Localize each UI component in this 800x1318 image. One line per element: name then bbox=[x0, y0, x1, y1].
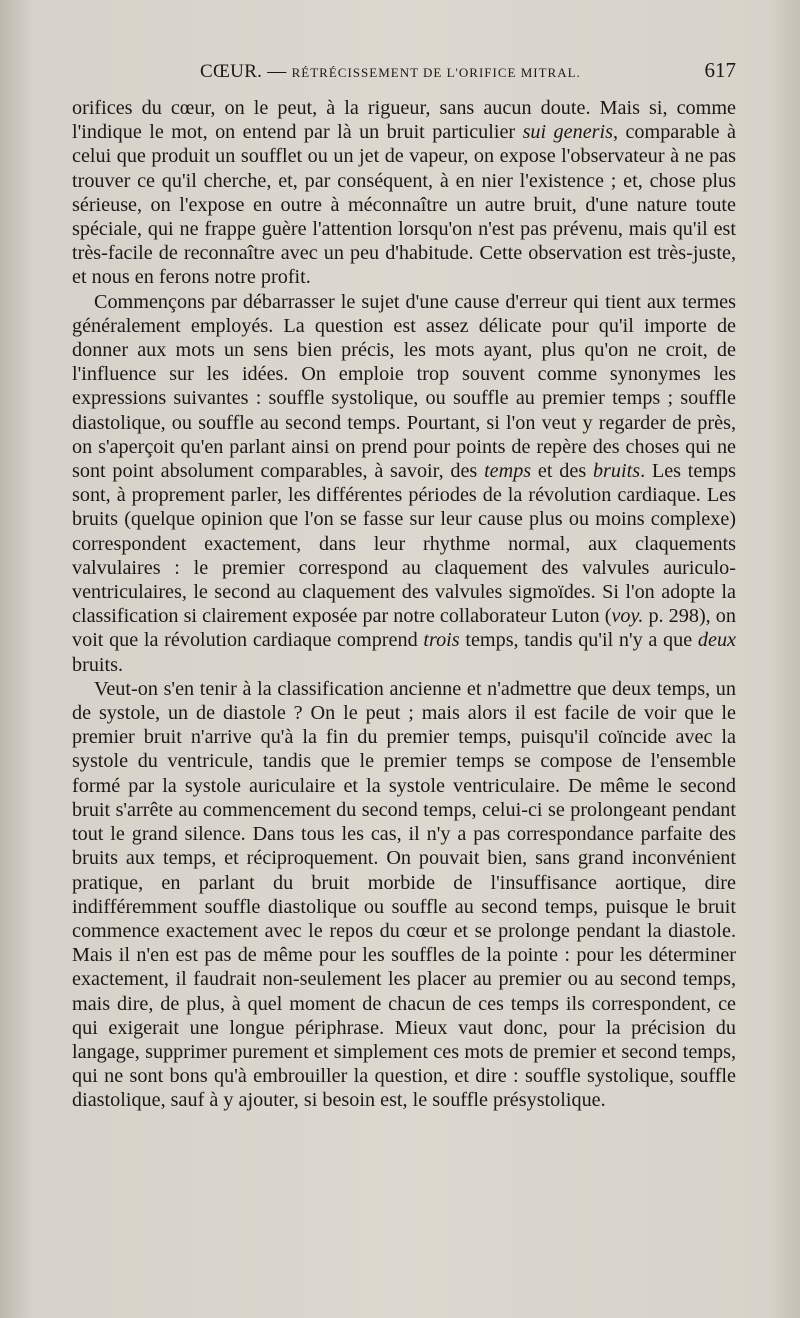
running-header bbox=[200, 58, 736, 88]
paragraph-1 bbox=[72, 96, 736, 290]
p2-text-e: temps, tandis qu'il n'y a que bbox=[459, 629, 698, 652]
title-main: CŒUR. — bbox=[200, 61, 287, 82]
p2-text-c: . Les temps sont, à proprement parler, les différentes périodes de la révolution cardiaque. Les bruits (quelque opinion que l'on se fasse sur leur cause plus ou moins complexe) correspondent exactement, dans leur rhythme normal, aux claquements valvulaires : le premier correspond au claquement des valvules auriculo-ventriculaires, le second au claquement des valvules sigmoïdes. Si l'on adopte la classification si clairement exposée par notre collaborateur Luton ( bbox=[72, 460, 736, 628]
p2-italic-2: bruits bbox=[592, 460, 641, 483]
p2-text-f: bruits. bbox=[72, 653, 124, 676]
p2-italic-3: voy. bbox=[611, 605, 644, 628]
p2-text-a: Commençons par débarrasser le sujet d'une cause d'erreur qui tient aux termes généralement employés. La question est assez délicate pour qu'il importe de donner aux mots un sens bien précis, les mots ayant, plus qu'on ne croit, de l'influence sur les idées. On emploie trop souvent comme synonymes les expressions suivantes : souffle systolique, ou souffle au premier temps ; souffle diastolique, ou souffle au second temps. Pourtant, si l'on veut y regarder de près, on s'aperçoit qu'en parlant ainsi on prend pour points de repère des choses qui ne sont point absolument comparables, à savoir, des bbox=[72, 290, 736, 483]
paragraph-3 bbox=[72, 677, 736, 1113]
p1-italic-1: sui generis bbox=[522, 121, 613, 144]
p1-text-a: orifices du cœur, on le peut, à la rigueur, sans aucun doute. Mais si, comme l'indique le mot, on entend par là un bruit particulier bbox=[72, 97, 736, 144]
p2-italic-5: deux bbox=[697, 629, 737, 652]
p2-italic-4: trois bbox=[423, 629, 460, 652]
p3-text-a: Veut-on s'en tenir à la classification ancienne et n'admettre que deux temps, un de systole, un de diastole ? On le peut ; mais alors il est facile de voir que le premier bruit n'arrive qu'à la fin du premier temps, puisqu'il coïncide avec la systole du ventricule, tandis que le premier temps se compose de l'ensemble formé par la systole auriculaire et la systole ventriculaire. De même le second bruit s'arrête au commencement du second temps, celui-ci se prolongeant pendant tout le grand silence. Dans tous les cas, il n'y a pas correspondance parfaite des bruits aux temps, et réciproquement. On pouvait bien, sans grand inconvénient pratique, en parlant du bruit morbide de l'insuffisance aortique, dire indifféremment souffle diastolique ou souffle au second temps, puisque le bruit commence exactement avec le repos du cœur et se prolonge pendant la diastole. Mais il n'en est pas de même pour les souffles de la pointe : pour les déterminer exactement, il faudrait non-seulement les placer au premier ou au second temps, mais dire, de plus, à quel moment de chacun de ces temps ils correspondent, ce qui exigerait une longue périphrase. Mieux vaut donc, pour la précision du langage, supprimer purement et simplement ces mots de premier et second temps, qui ne sont bons qu'à embrouiller la question, et dire : souffle systolique, souffle diastolique, sauf à y ajouter, si besoin est, le souffle présystolique. bbox=[72, 677, 736, 1112]
p2-text-d: p. 298), on voit que la révolution cardiaque comprend bbox=[72, 605, 736, 652]
title-subtitle: RÉTRÉCISSEMENT DE L'ORIFICE MITRAL. bbox=[291, 65, 581, 80]
p2-italic-1: temps bbox=[484, 460, 532, 483]
body-text bbox=[72, 96, 736, 1113]
p1-text-b: , comparable à celui que produit un soufflet ou un jet de vapeur, on expose l'observateur à ne pas trouver ce qu'il cherche, et, par conséquent, à en nier l'existence ; et, chose plus sérieuse, on l'expose en outre à méconnaître un autre bruit, d'une nature toute spéciale, qui ne frappe guère l'attention lorsqu'on n'est pas prévenu, mais qu'il est très-facile de reconnaître avec un peu d'habitude. Cette observation est très-juste, et nous en ferons notre profit. bbox=[72, 121, 736, 289]
paragraph-2 bbox=[72, 290, 736, 677]
p2-text-b: et des bbox=[531, 460, 593, 483]
running-title bbox=[200, 61, 581, 83]
page-number: 617 bbox=[704, 58, 736, 82]
